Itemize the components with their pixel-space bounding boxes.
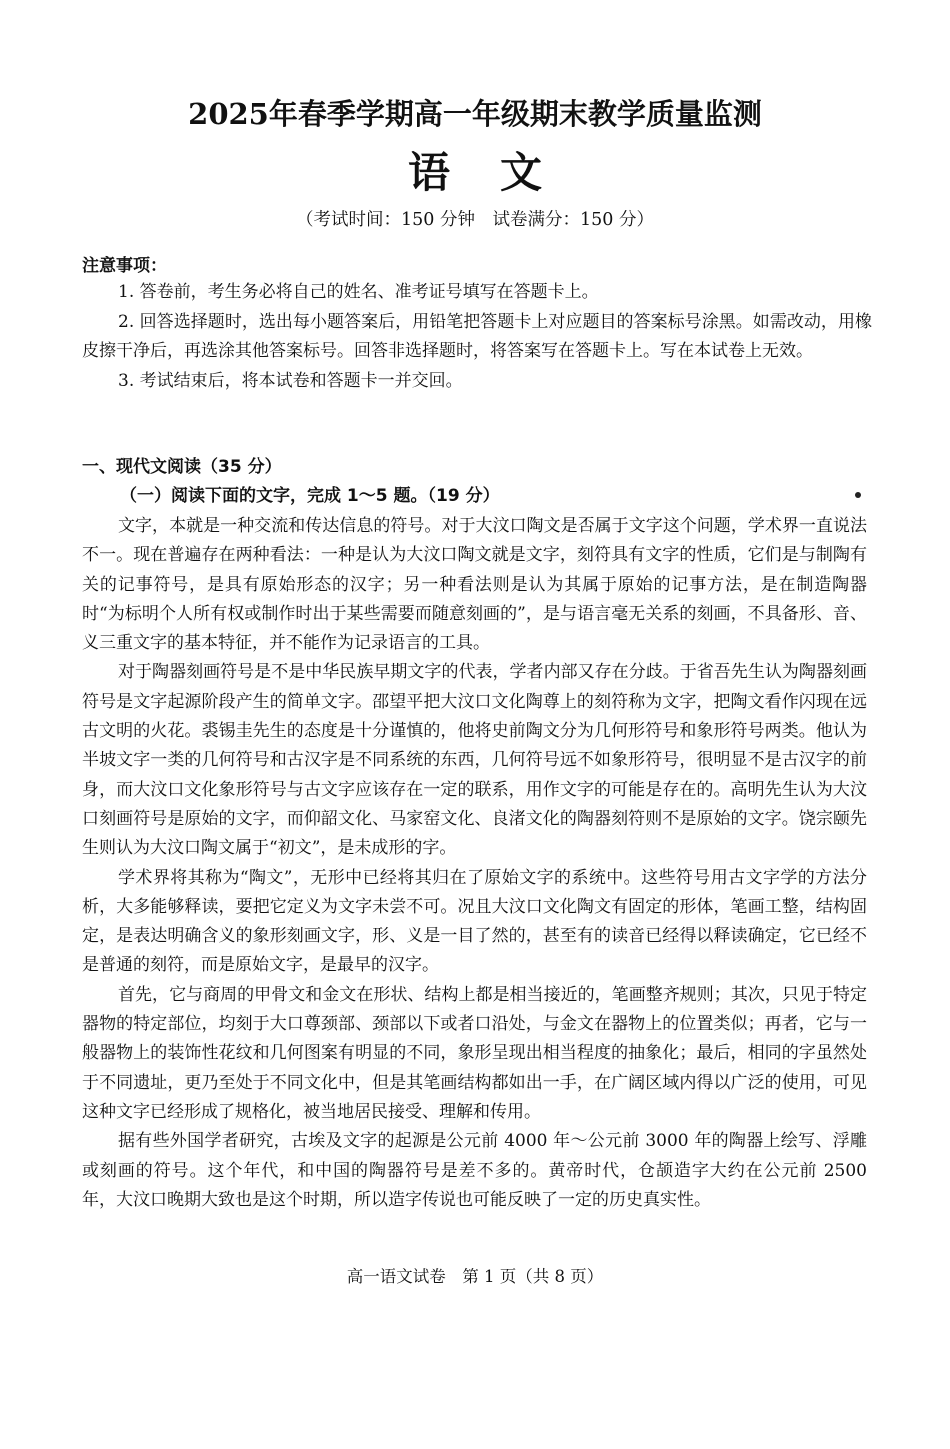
exam-info: （考试时间：150 分钟 试卷满分：150 分） — [296, 210, 654, 230]
subsection-heading: （一）阅读下面的文字，完成 1～5 题。（19 分） — [120, 486, 500, 506]
note-item: 3. 考试结束后，将本试卷和答题卡一并交回。 — [118, 370, 463, 391]
ink-dot — [855, 492, 861, 498]
note-item: 2. 回答选择题时，选出每小题答案后，用铅笔把答题卡上对应题目的答案标号涂黑。如需改动，用橡皮擦干净后，再选涂其他答案标号。回答非选择题时，将答案写在答题卡上。写在本试卷上无效。 — [82, 311, 872, 361]
passage-paragraph: 学术界将其称为“陶文”，无形中已经将其归在了原始文字的系统中。这些符号用古文字学的方法分析，大多能够释读，要把它定义为文字未尝不可。况且大汶口文化陶文有固定的形体，笔画工整，结构固定，是表达明确含义的象形刻画文字，形、义是一目了然的，甚至有的读音已经得以释读确定，它已经不是普通的刻符，而是原始文字，是最早的汉字。 — [82, 867, 867, 976]
passage-paragraph: 文字，本就是一种交流和传达信息的符号。对于大汶口陶文是否属于文字这个问题，学术界一直说法不一。现在普遍存在两种看法：一种是认为大汶口陶文就是文字，刻符具有文字的性质，它们是与制陶有关的记事符号，是具有原始形态的汉字；另一种看法则是认为其属于原始的记事方法，是在制造陶器时“为标明个人所有权或制作时出于某些需要而随意刻画的”，是与语言毫无关系的刻画，不具备形、音、义三重文字的基本特征，并不能作为记录语言的工具。 — [82, 516, 867, 654]
subject-char-2: 文 — [500, 148, 543, 197]
notes-list — [82, 278, 872, 396]
section-heading: 一、现代文阅读（35 分） — [82, 457, 282, 477]
subject-char-1: 语 — [407, 148, 450, 197]
passage-paragraph: 首先，它与商周的甲骨文和金文在形状、结构上都是相当接近的，笔画整齐规则；其次，只见于特定器物的特定部位，均刻于大口尊颈部、颈部以下或者口沿处，与金文在器物上的位置类似；再者，它与一般器物上的装饰性花纹和几何图案有明显的不同，象形呈现出相当程度的抽象化；最后，相同的字虽然处于不同遗址，更乃至处于不同文化中，但是其笔画结构都如出一手，在广阔区域内得以广泛的使用，可见这种文字已经形成了规格化，被当地居民接受、理解和传用。 — [82, 984, 867, 1122]
reading-passage — [82, 512, 867, 1215]
note-item: 1. 答卷前，考生务必将自己的姓名、准考证号填写在答题卡上。 — [118, 282, 599, 302]
page-footer: 高一语文试卷 第 1 页（共 8 页） — [346, 1267, 604, 1286]
passage-paragraph: 对于陶器刻画符号是不是中华民族早期文字的代表，学者内部又存在分歧。于省吾先生认为陶器刻画符号是文字起源阶段产生的简单文字。邵望平把大汶口文化陶尊上的刻符称为文字，把陶文看作闪现在远古文明的火花。裘锡圭先生的态度是十分谨慎的，他将史前陶文分为几何形符号和象形符号两类。他认为半坡文字一类的几何符号和古汉字是不同系统的东西，几何符号远不如象形符号，很明显不是古汉字的前身，而大汶口文化象形符号与古文字应该存在一定的联系，用作文字的可能是存在的。高明先生认为大汶口刻画符号是原始的文字，而仰韶文化、马家窑文化、良渚文化的陶器刻符则不是原始的文字。饶宗颐先生则认为大汶口陶文属于“初文”，是未成形的字。 — [82, 662, 867, 859]
notes-heading: 注意事项： — [82, 256, 167, 276]
exam-title: 2025年春季学期高一年级期末教学质量监测 — [188, 97, 762, 131]
subject-title — [0, 140, 950, 200]
passage-paragraph: 据有些外国学者研究，古埃及文字的起源是公元前 4000 年～公元前 3000 年的陶器上绘写、浮雕或刻画的符号。这个年代，和中国的陶器符号是差不多的。黄帝时代，仓颉造字大约在公元前 2500 年，大汶口晚期大致也是这个时期，所以造字传说也可能反映了一定的历史真实性。 — [82, 1131, 867, 1210]
